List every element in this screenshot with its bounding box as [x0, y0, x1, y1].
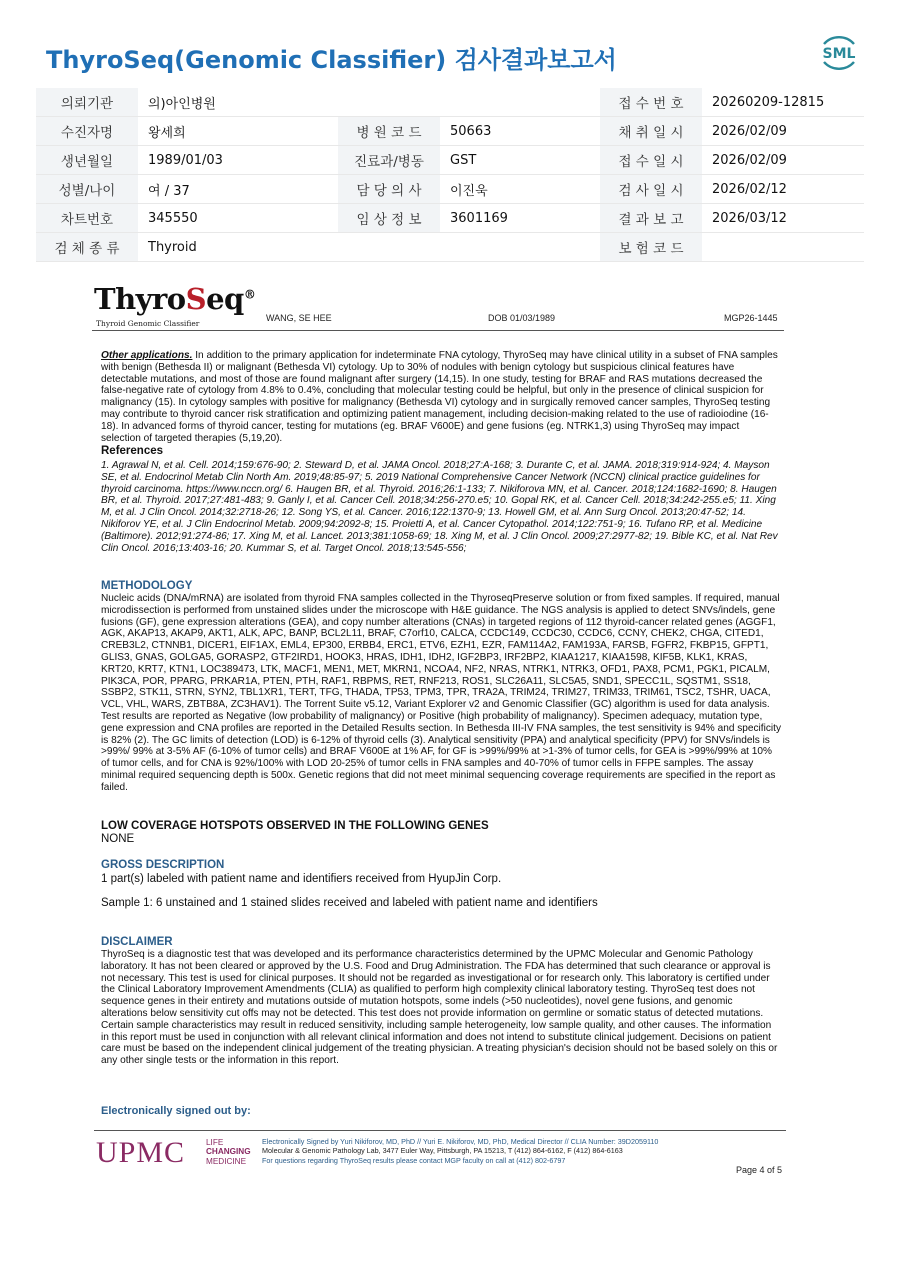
info-value: [702, 233, 864, 262]
info-label: 수진자명: [36, 117, 138, 146]
info-value: 여 / 37: [138, 175, 338, 204]
tagline-changing: CHANGING: [206, 1147, 251, 1157]
info-row: [36, 175, 864, 204]
info-empty: [440, 88, 600, 117]
info-label: 차트번호: [36, 204, 138, 233]
info-value: 20260209-12815: [702, 88, 864, 117]
info-label: 생년월일: [36, 146, 138, 175]
info-label: 접 수 일 시: [600, 146, 702, 175]
low-coverage-value: NONE: [101, 833, 135, 845]
methodology-heading: METHODOLOGY: [101, 580, 193, 592]
info-value: 3601169: [440, 204, 600, 233]
patient-info-table: [36, 88, 864, 262]
info-row: [36, 233, 864, 262]
other-applications-label: Other applications.: [101, 350, 193, 361]
info-empty: [338, 88, 440, 117]
report-header: [92, 280, 784, 331]
upmc-tagline: [206, 1138, 251, 1166]
info-label: 접 수 번 호: [600, 88, 702, 117]
info-value: 이진욱: [440, 175, 600, 204]
info-label: 임 상 정 보: [338, 204, 440, 233]
info-label: 의뢰기관: [36, 88, 138, 117]
patient-dob: DOB 01/03/1989: [488, 313, 556, 323]
info-value: 2026/02/09: [702, 146, 864, 175]
tagline-life: LIFE: [206, 1138, 224, 1147]
tagline-medicine: MEDICINE: [206, 1156, 247, 1166]
info-value: 2026/02/12: [702, 175, 864, 204]
info-row: [36, 204, 864, 233]
contact-line: For questions regarding ThyroSeq results please contact MGP faculty on call at (412) 802-6797: [262, 1155, 566, 1165]
info-value: 2026/03/12: [702, 204, 864, 233]
info-value: Thyroid: [138, 233, 338, 262]
info-value: 왕세희: [138, 117, 338, 146]
disclaimer-heading: DISCLAIMER: [101, 936, 173, 948]
gross-line-2: Sample 1: 6 unstained and 1 stained slides received and labeled with patient name and identifiers: [101, 897, 598, 909]
info-value: 1989/01/03: [138, 146, 338, 175]
info-value: 2026/02/09: [702, 117, 864, 146]
info-value: 345550: [138, 204, 338, 233]
footer-text: [262, 1137, 782, 1165]
info-row: [36, 146, 864, 175]
logo-s: S: [185, 282, 207, 316]
references-text: 1. Agrawal N, et al. Cell. 2014;159:676-90; 2. Steward D, et al. JAMA Oncol. 2018;27:A-168; 3. Durante C, et al. JAMA. 2018;319:914-924; 4. Mayson SE, et al. Endocrinol Metab Clin North Am. 2019;48:85-97; 5. 2019 National Comprehensive Cancer Network (NCCN) clinical practice guidelines for thyroid carcinoma. https://www.nccn.org/ 6. Haugen BR, et al. Thyroid. 2016;26:1-133; 7. Nikiforova MN, et al. Cancer. 2018;124:1682-1690; 8. Haugen BR, et al. Thyroid. 2017;27:481-483; 9. Ganly I, et al. Cancer Cell. 2018;34:256-270.e5; 10. Gopal RK, et al. Cancer Cell. 2018;34:242-255.e5; 11. Xing M, et al. J Clin Oncol. 2014;32:2718-26; 12. Song YS, et al. Cancer. 2016;122:1370-9; 13. Howell GM, et al. Ann Surg Oncol. 2013;20:47-52; 14. Nikiforov YE, et al. J Clin Endocrinol Metab. 2009;94:2092-8; 15. Proietti A, et al. Cancer Cytopathol. 2014;122:751-9; 16. Tufano RP, et al. Medicine (Baltimore). 2012;91:274-86; 17. Xing M, et al. Lancet. 2013;381:1058-69; 18. Xing M, et al. J Clin Oncol. 2009;27:2977-82; 19. Bible KC, et al. Nat Rev Clin Oncol. 2016;13:403-16; 20. Kummar S, et al. Target Oncol. 2018;13:545-556;: [101, 460, 778, 554]
logo-part: eq: [206, 282, 244, 316]
low-coverage-heading: LOW COVERAGE HOTSPOTS OBSERVED IN THE FOLLOWING GENES: [101, 820, 489, 832]
footer-divider: [94, 1130, 786, 1131]
info-empty: [338, 233, 440, 262]
methodology-text: Nucleic acids (DNA/mRNA) are isolated from thyroid FNA samples collected in the ThyroseqPreserve solution or from fixed samples. If required, manual microdissection is performed from unstained slides under the microscope with H&E guidance. The NGS analysis is applied to detect SNVs/indels, gene fusions (GF), gene expression alterations (GEA), and copy number alterations (CNAs) in targeted regions of 112 thyroid-cancer related genes (AGGF1, AGK, AKAP13, AKAP9, AKT1, ALK, APC, BANP, BCL2L11, BRAF, C7orf10, CALCA, CCDC149, CCDC30, CCDC6, CCNY, CHEK2, CHGA, CITED1, CREB3L2, CTNNB1, DICER1, EIF1AX, EML4, EP300, ERBB4, ERC1, ETV6, EZH1, EZR, FAM114A2, FAM193A, FARSB, FGFR2, FKBP15, GFPT1, GLIS3, GNAS, GOLGA5, GORASP2, GTF2IRD1, HOOK3, HRAS, IDH1, IDH2, IGF2BP3, IRF2BP2, KIAA1217, KIAA1598, KIF5B, KLK1, KRAS, KRT20, KRT7, KTN1, LOC389473, LTK, MACF1, MEN1, MET, MKRN1, NCOA4, NF2, NRAS, NTRK1, NTRK3, OFD1, PAX8, PCM1, PGK1, PICALM, PIK3CA, POR, PPARG, PRKAR1A, PTEN, PTH, RAF1, RBPMS, RET, RNF213, ROS1, SLC26A11, SLC5A5, SND1, SPECC1L, SQSTM1, SS18, SSBP2, STK11, STRN, SYN2, TBL1XR1, TERT, TFG, THADA, TP53, TPM3, TPR, TRA2A, TRIM24, TRIM27, TRIM33, TRIM61, TSC2, TSHR, UACA, VCL, VHL, WARS, ZBTB8A, ZC3HAV1). The Torrent Suite v5.12, Variant Explorer v2 and Genomic Classifier (GC) algorithm is used for data analysis. Test results are reported as Negative (low probability of malignancy) or Positive (high probability of malignancy). Specimen adequacy, mutation type, gene expression and CNA profiles are reported in the Detailed Results section. In Bethesda III-IV FNA samples, the test sensitivity is 94% and specificity is 82% (2). The GC limits of detection (LOD) is 6-12% of thyroid cells (3). Analytical sensitivity (PPA) and analytical specificity (PPV) for SNVs/indels is >99%/ 99% at 3-5% AF (6-10% of tumor cells) and BRAF V600E at 1% AF, for GF is >99%/99% at >1-3% of tumor cells, for GEA is >99%/99% at 10% of tumor cells, and for CNA is 92%/100% with LOD 20-25% of tumor cells in FNA samples and 40-70% of tumor cells in FFPE samples. The assay minimal required sequencing depth is 500x. Genetic regions that did not meet minimal sequencing coverage requirements are specified in the report as failed.: [101, 593, 781, 793]
logo-part: Thyro: [94, 282, 186, 316]
info-label: 담 당 의 사: [338, 175, 440, 204]
info-row: [36, 117, 864, 146]
info-label: 결 과 보 고: [600, 204, 702, 233]
info-value: 50663: [440, 117, 600, 146]
thyroseq-logo: [94, 282, 255, 316]
accession-number: MGP26-1445: [724, 313, 778, 323]
sml-logo-icon: [816, 30, 862, 76]
sml-logo-text: SML: [822, 46, 856, 62]
upmc-logo: UPMC: [96, 1136, 186, 1169]
signature-line: Electronically Signed by Yuri Nikiforov, MD, PhD // Yuri E. Nikiforov, MD, PhD, Medical Director // CLIA Number: 39D2059110: [262, 1137, 659, 1146]
other-applications: [101, 350, 781, 444]
info-value: GST: [440, 146, 600, 175]
lab-address: Molecular & Genomic Pathology Lab, 3477 Euler Way, Pittsburgh, PA 15213, T (412) 864-6162, F (412) 864-6163: [262, 1146, 623, 1156]
info-label: 검 사 일 시: [600, 175, 702, 204]
other-applications-text: In addition to the primary application for indeterminate FNA cytology, ThyroSeq may have clinical utility in a subset of FNA samples with benign (Bethesda II) or malignant (Bethesda VI) cytology. Up to 30% of nodules with benign cytology but suspicious clinical features have detectable mutations, and most of those are found malignant after surgery (14,15). In one study, testing for BRAF and RAS mutations decreased the false-negative rate of cytology from 4.8% to 0.4%, concluding that molecular testing could be helpful, but only in the presence of clinical suspicion for malignancy (15). In cytology samples with positive for malignancy (Bethesda VI) cytology and in surgically removed cancer samples, ThyroSeq testing may contribute to thyroid cancer risk stratification and optimizing patient management, including decision-making related to the use of radioiodine (16-18). In advanced forms of thyroid cancer, testing for mutations (eg. BRAF V600E) and gene fusions (eg. NTRK1,3) using ThyroSeq may impact selection of targeted therapies (5,19,20).: [101, 350, 778, 444]
references-heading: References: [101, 445, 164, 457]
info-label: 진료과/병동: [338, 146, 440, 175]
info-label: 보 험 코 드: [600, 233, 702, 262]
info-row: [36, 88, 864, 117]
gross-heading: GROSS DESCRIPTION: [101, 859, 225, 871]
disclaimer-text: ThyroSeq is a diagnostic test that was developed and its performance characteristics determined by the UPMC Molecular and Genomic Pathology laboratory. It has not been cleared or approved by the U.S. Food and Drug Administration. The FDA has determined that such clearance or approval is not necessary. This test is used for clinical purposes. It should not be regarded as investigational or for research only. This laboratory is certified under the Clinical Laboratory Improvement Amendments (CLIA) as qualified to perform high complexity clinical laboratory testing. ThyroSeq test does not sequence genes in their entirety and mutations outside of mutation hotspots, some indels (>50 nucleotides), novel gene fusions, and genomic alterations below sensitivity cut offs may not be detected. This test does not provide information on germline or somatic status of detected mutations. Certain sample characteristics may result in reduced sensitivity, including sample heterogeneity, low sample quality, and other causes. The information in this report must be used in conjunction with all relevant clinical information and does not intend to substitute clinical judgement. Decisions on patient care must be based on the independent clinical judgement of the treating physician. A treating physician's decision should not be based solely on this or any other single tests or the information in this report.: [101, 949, 778, 1067]
logo-registered: ®: [243, 287, 256, 302]
logo-subtitle: Thyroid Genomic Classifier: [96, 319, 200, 328]
info-value: 의)아인병원: [138, 88, 338, 117]
page-title: ThyroSeq(Genomic Classifier) 검사결과보고서: [46, 46, 617, 74]
page-number: Page 4 of 5: [736, 1165, 783, 1175]
info-empty: [440, 233, 600, 262]
gross-line-1: 1 part(s) labeled with patient name and identifiers received from HyupJin Corp.: [101, 873, 502, 885]
info-label: 채 취 일 시: [600, 117, 702, 146]
info-label: 병 원 코 드: [338, 117, 440, 146]
info-label: 성별/나이: [36, 175, 138, 204]
patient-name: WANG, SE HEE: [266, 313, 332, 323]
info-label: 검 체 종 류: [36, 233, 138, 262]
signed-out-label: Electronically signed out by:: [101, 1105, 251, 1117]
